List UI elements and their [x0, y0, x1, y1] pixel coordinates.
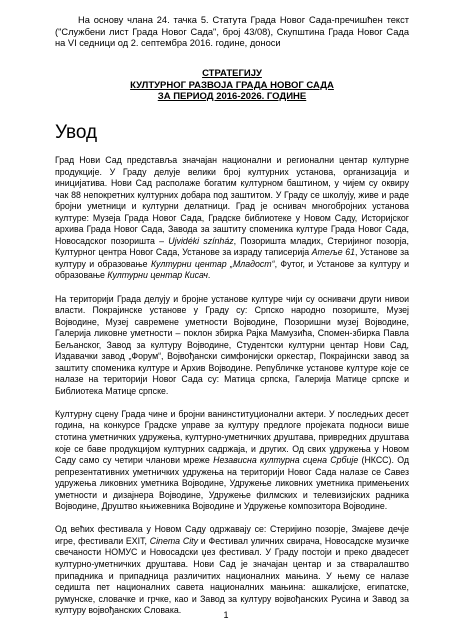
paragraph-text: На територији Града делују и бројне установе културе чији су оснивачи други нивои власти. Покрајинске установе у Граду су: Српско народно позориште, Музеј Војводине, Музеј савремене уметности Војводине, Позоришни музеј Војводине, Галерија ликовне уметности – поклон збирка Рајка Мамузића, Спомен-збирка Павла Бељанског, Завод за културу Војводине, Студентски културни центар Нови Сад, Издавачки завод „Форум“, Војвођански симфонијски оркестар, Покрајински завод за заштиту споменика културе и Архив Војводине. Републичке установе културе које се налазе на територији Новог Сада су: Матица српска, Галерија Матице српске и Библиотека Матице српске. [55, 293, 409, 396]
paragraph-text: . [207, 270, 211, 281]
paragraph-text: , Установе за културу и образовање [55, 247, 409, 269]
italic-text: Ujvidéki színház [168, 235, 234, 246]
italic-text: Културни центар Кисач [107, 270, 208, 281]
italic-text: Независна културна сцена Србије [213, 455, 359, 466]
title-line-2: КУЛТУРНОГ РАЗВОЈА ГРАДА НОВОГ САДА [130, 79, 334, 91]
page-number: 1 [223, 610, 229, 620]
paragraph-text: Град Нови Сад представља значајан национални и регионални центар културне продукције. У Граду делује велики број културних установа, организација и иницијатива. Нови Сад располаже богатим културном баштином, у чијем су оквиру чак 88 непокретних културних добара под заштитом. У Граду се школују, живе и раде бројни уметници и културни делатници. Град је оснивач многобројних установа културе: Музеја Града Новог Сада, Градске библиотеке у Новом Саду, Историјског архива Града Новог Сада, Завода за заштиту споменика културе Града Новог Сада, Новосадског позоришта – [55, 155, 409, 246]
italic-text: Културни центар „Младост“ [150, 258, 275, 269]
preamble: На основу члана 24. тачка 5. Статута Града Новог Сада-пречишћен текст ("Службени лист Града Новог Сада", број 43/08), Скупштина Града Новог Сада на VI седници од 2. септембра 2016. године, доноси [55, 15, 409, 49]
body-paragraph [55, 524, 409, 616]
body-paragraph [55, 294, 409, 398]
paragraph-text: и Фестивал уличних свирача, Новосадске музичке свечаности НОМУС и Новосадски џез фестивал. У Граду постоји и преко двадесет културно-уметничких друштава. Нови Сад је значајан центар и за стваралаштво припадника и припадница различитих националних мањина. У њему се налазе седишта пет националних савета националних мањина: ашкалијске, египатске, румунске, словачке и грчке, као и Завод за културу војвођанских Русина и Завод за културу војвођанских Словака. [55, 535, 409, 616]
paragraph-text: , Позоришта младих, Стеријиног позорја, Културног центра Новог Сада, Установе за израду таписерија [55, 235, 409, 258]
italic-text: Cinema City [149, 535, 199, 546]
paragraph-text: (НКСС). Од репрезентативних уметничких удружења на територији Новог Сада налазе се Савез удружења ликовних уметника Војводине, Удружење ликовних уметника примењених уметности и дизајнера Војводине, Удружење филмских и телевизијских радника Војводине, Друштво књижевника Војводине и Удружење композитора Војводине. [55, 455, 409, 512]
section-heading: Увод [55, 122, 98, 143]
body-paragraph [55, 155, 409, 282]
body-text [55, 155, 409, 628]
italic-text: Атеље 61 [311, 247, 356, 258]
title-line-3: ЗА ПЕРИОД 2016-2026. ГОДИНЕ [157, 91, 307, 103]
paragraph-text: Од већих фестивала у Новом Саду одржавају се: Стеријино позорје, Змајеве дечје игре, фестивали EXIT, [55, 524, 409, 546]
document-title [55, 68, 409, 103]
paragraph-text: Културну сцену Града чине и бројни ванинституционални актери. У последњих десет година, на конкурсе Градске управе за културу предлоге пројеката подноси више стотина уметничких удружења, културно-уметничких друштава, привредних друштава које се баве продукцијом културних садржаја, и других. Од свих удружења у Новом Саду само су четири чланови мреже [55, 408, 409, 466]
paragraph-text: , Футог, и Установе за културу и образовање [55, 258, 409, 281]
title-line-1: СТРАТЕГИЈУ [202, 68, 262, 79]
body-paragraph [55, 409, 409, 513]
